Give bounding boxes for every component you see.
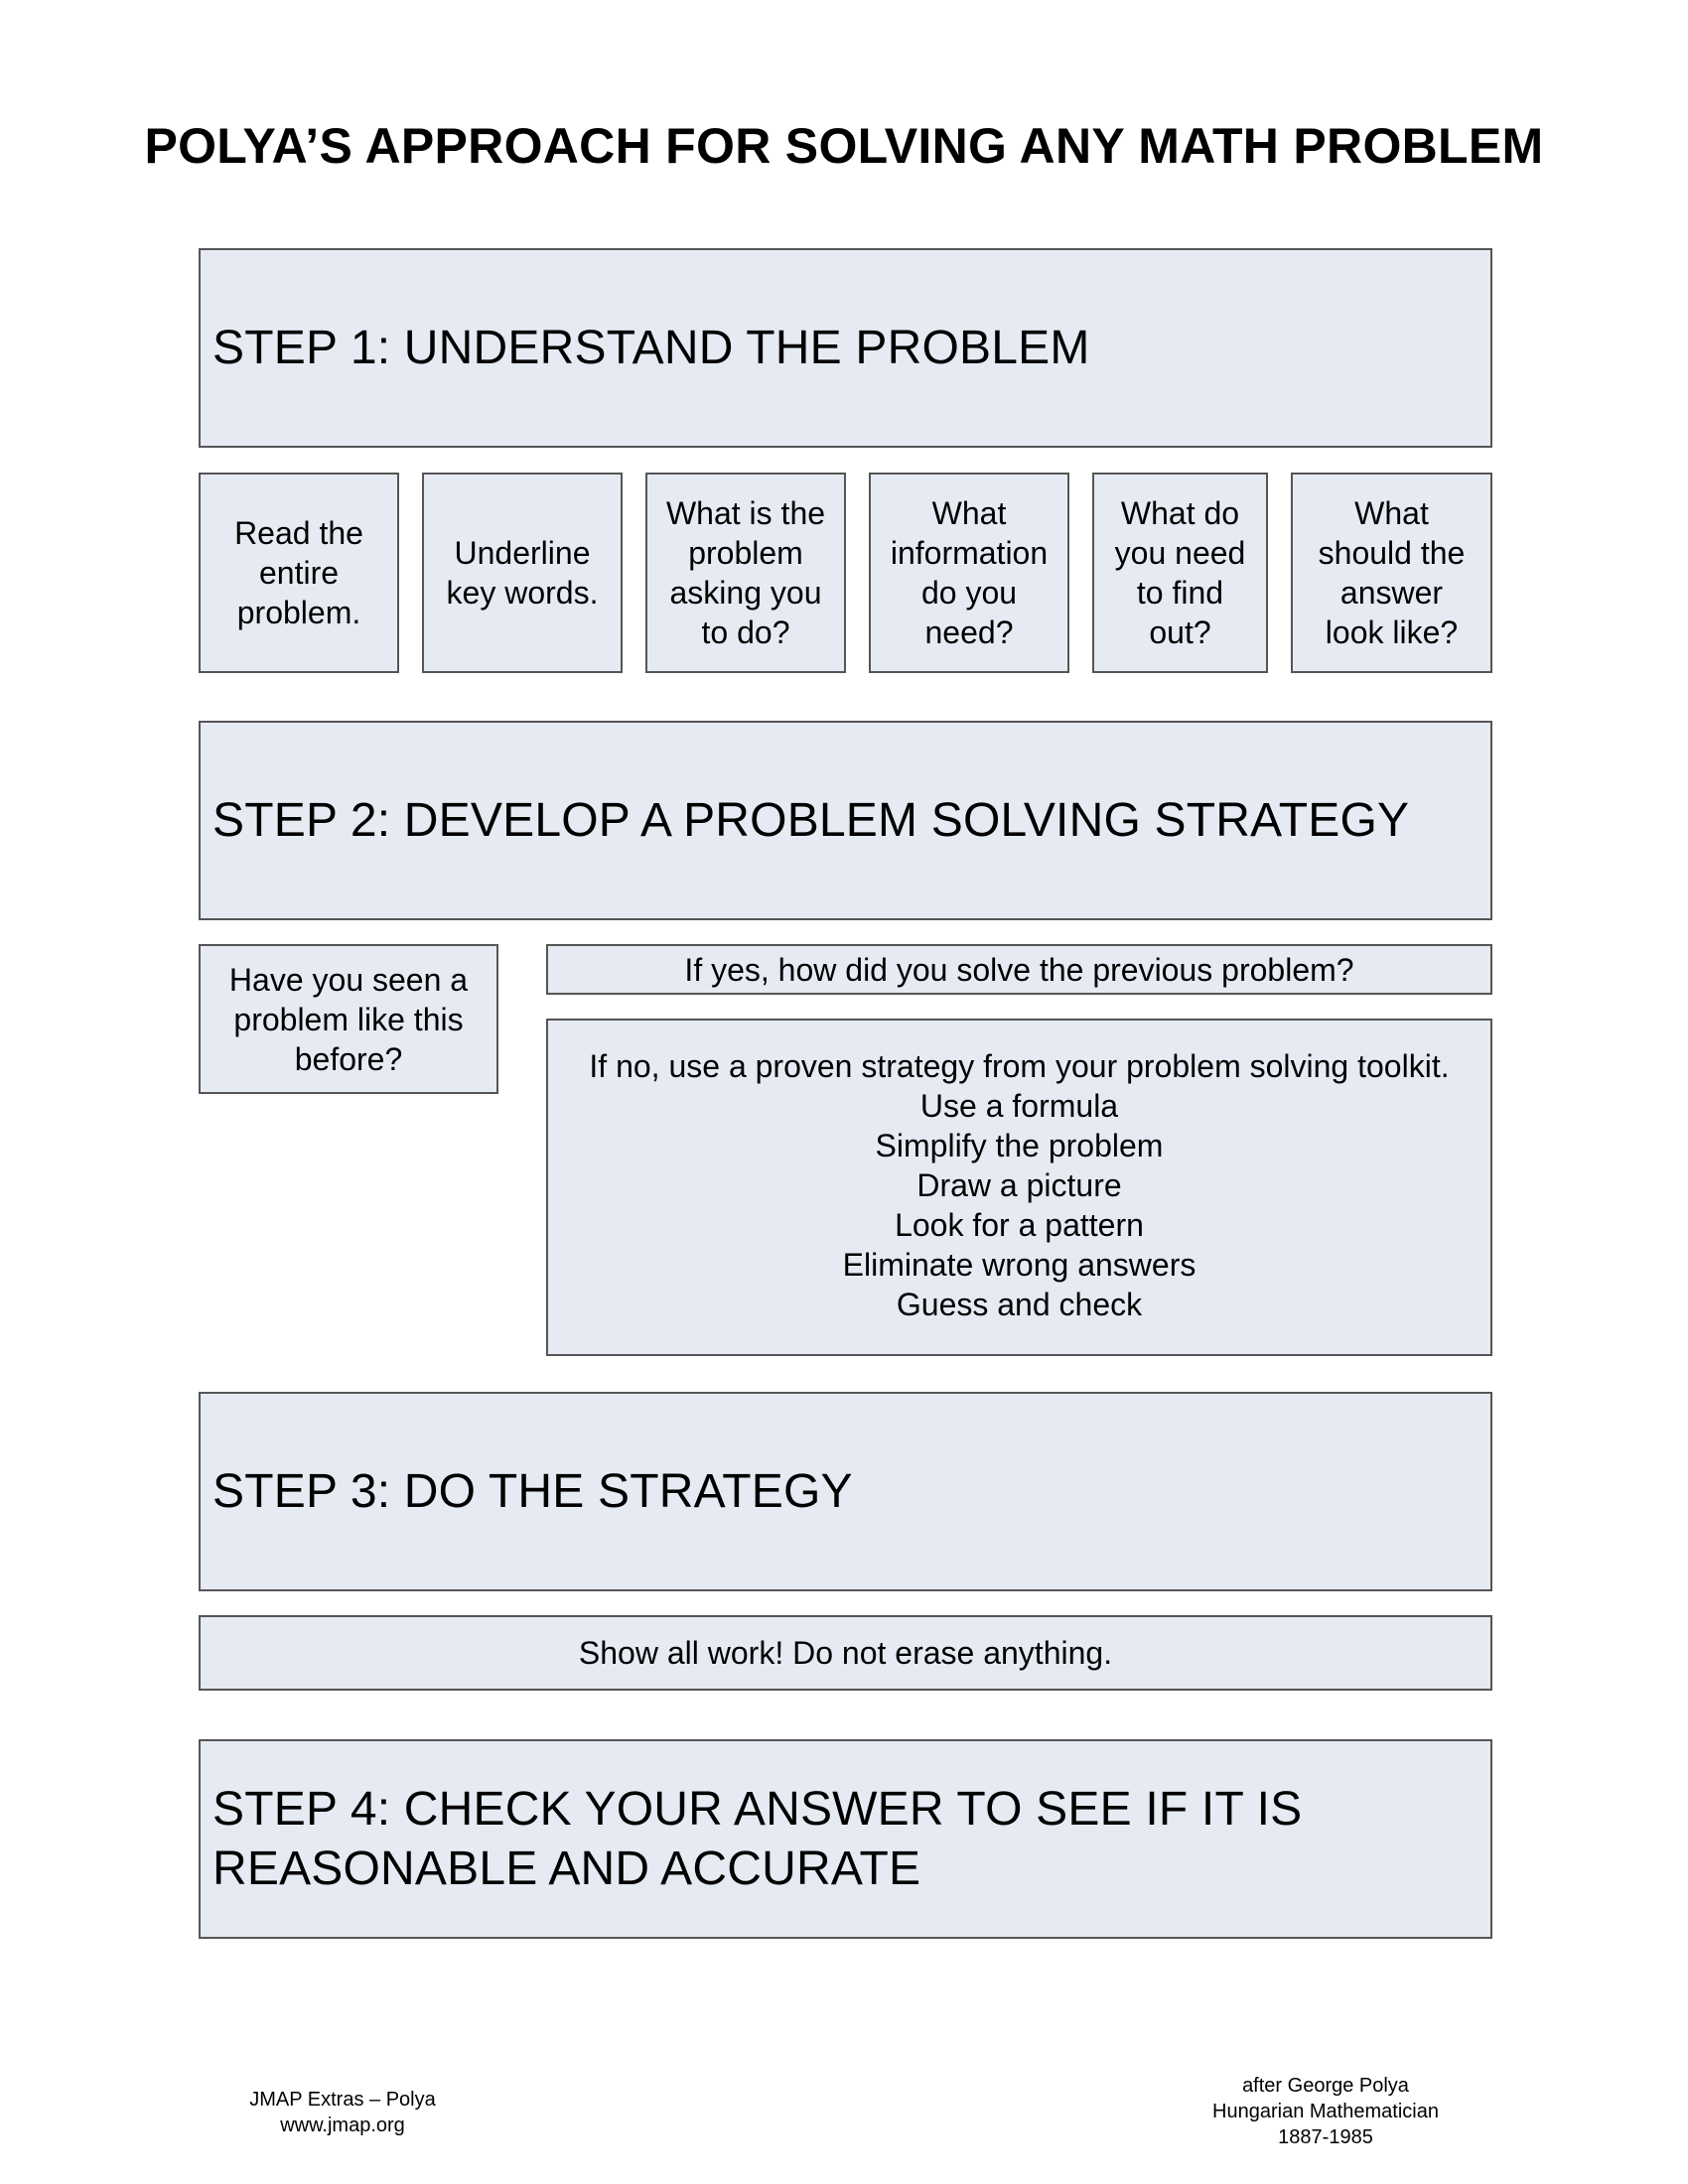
tip-line: look like?: [1325, 614, 1459, 650]
if-yes-box: [546, 944, 1492, 995]
strategy-item: Guess and check: [896, 1287, 1143, 1322]
if-no-box: [546, 1019, 1492, 1356]
tip-line: information: [890, 535, 1049, 571]
if-yes-text: If yes, how did you solve the previous problem?: [684, 951, 1354, 988]
tip-line: out?: [1149, 614, 1211, 650]
tip-line: entire: [258, 555, 340, 591]
tip-information-needed: [869, 473, 1069, 673]
question-line: Have you seen a: [228, 961, 469, 998]
tip-line: key words.: [446, 575, 599, 611]
tip-underline-key-words: [422, 473, 623, 673]
tip-answer-look: [1291, 473, 1492, 673]
strategy-item: Eliminate wrong answers: [842, 1247, 1196, 1283]
footer-url: www.jmap.org: [280, 2115, 405, 2136]
tip-line: Read the: [234, 515, 363, 551]
tip-line: What do: [1120, 495, 1240, 531]
tip-what-asking: [645, 473, 846, 673]
step4-heading-box: [199, 1739, 1492, 1939]
tip-line: need?: [924, 614, 1014, 650]
show-work-text: Show all work! Do not erase anything.: [578, 1635, 1113, 1671]
strategy-item: Simplify the problem: [875, 1128, 1164, 1163]
strategy-item: Draw a picture: [916, 1167, 1122, 1203]
footer-left: [199, 2087, 487, 2138]
if-no-text: If no, use a proven strategy from your problem solving toolkit.: [589, 1048, 1450, 1084]
tip-read-problem: [199, 473, 399, 673]
tip-line: you need: [1114, 535, 1246, 571]
step3-heading: STEP 3: DO THE STRATEGY: [212, 1464, 853, 1518]
step2-heading: STEP 2: DEVELOP A PROBLEM SOLVING STRATEGY: [212, 793, 1410, 847]
tip-line: do you: [920, 575, 1018, 611]
footer-years: 1887-1985: [1278, 2126, 1373, 2148]
seen-before-question: [199, 944, 498, 1094]
show-work-box: [199, 1615, 1492, 1691]
tip-find-out: [1092, 473, 1268, 673]
tip-line: answer: [1339, 575, 1444, 611]
footer-credit: after George Polya: [1242, 2075, 1409, 2097]
footer-right: [1182, 2073, 1470, 2150]
page-title: POLYA’S APPROACH FOR SOLVING ANY MATH PROBLEM: [144, 118, 1544, 174]
question-line: before?: [294, 1040, 403, 1077]
step4-heading-line: REASONABLE AND ACCURATE: [212, 1842, 921, 1895]
tip-line: Underline: [454, 535, 591, 571]
tip-line: What: [931, 495, 1007, 531]
tip-line: should the: [1318, 535, 1466, 571]
footer-description: Hungarian Mathematician: [1212, 2101, 1439, 2122]
step4-heading-line: STEP 4: CHECK YOUR ANSWER TO SEE IF IT IS: [212, 1782, 1303, 1836]
footer-source: JMAP Extras – Polya: [249, 2089, 436, 2111]
tip-line: problem.: [236, 595, 361, 630]
question-line: problem like this: [233, 1001, 464, 1037]
tip-line: problem: [688, 535, 803, 571]
step1-heading-box: [199, 248, 1492, 448]
tip-line: asking you: [669, 575, 822, 611]
step2-heading-box: [199, 721, 1492, 920]
step1-heading: STEP 1: UNDERSTAND THE PROBLEM: [212, 321, 1090, 374]
strategy-item: Use a formula: [919, 1088, 1119, 1124]
tip-line: What: [1354, 495, 1429, 531]
tip-line: to do?: [701, 614, 790, 650]
step3-heading-box: [199, 1392, 1492, 1591]
strategy-item: Look for a pattern: [895, 1207, 1144, 1243]
tip-line: What is the: [665, 495, 826, 531]
tip-line: to find: [1136, 575, 1224, 611]
